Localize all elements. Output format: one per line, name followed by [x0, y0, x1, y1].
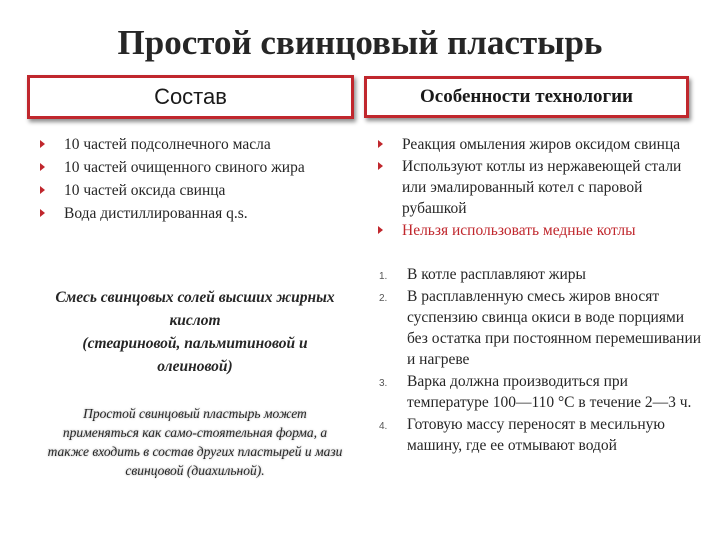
arrow-bullet-icon	[40, 140, 45, 148]
list-item	[64, 180, 344, 201]
usage-note: Простой свинцовый пластырь может применяться как само-стоятельная форма, а также входить в состав других пластырей и мази свинцовой (диахильной).	[47, 406, 343, 478]
list-item	[402, 156, 702, 219]
arrow-bullet-icon	[40, 186, 45, 194]
step-number: 4.	[379, 421, 388, 432]
composition-header: Состав	[27, 75, 354, 119]
process-steps	[379, 264, 702, 457]
list-item-text: 10 частей очищенного свиного жира	[64, 159, 305, 176]
list-item	[402, 220, 702, 241]
lead-salts-description	[45, 286, 345, 378]
list-item-text: 10 частей оксида свинца	[64, 182, 226, 199]
technology-header: Особенности технологии	[364, 76, 689, 118]
slide-title: Простой свинцовый пластырь	[117, 23, 603, 62]
step-item	[379, 286, 702, 370]
technology-list	[402, 134, 702, 242]
arrow-bullet-icon	[40, 163, 45, 171]
list-item-text: Используют котлы из нержавеющей стали или эмалированный котел с паровой рубашкой	[402, 158, 682, 217]
list-item-text: Реакция омыления жиров оксидом свинца	[402, 136, 681, 153]
list-item	[64, 157, 344, 178]
list-item	[402, 134, 702, 155]
warning-text: Нельзя использовать медные котлы	[402, 222, 636, 239]
step-item	[379, 414, 702, 456]
step-number: 1.	[379, 271, 388, 282]
step-text: В расплавленную смесь жиров вносят суспензию свинца окиси в воде порциями без остатка при постоянном перемешивании и нагреве	[407, 288, 702, 368]
list-item-text: 10 частей подсолнечного масла	[64, 136, 271, 153]
step-number: 2.	[379, 293, 388, 304]
step-text: Варка должна производиться при температуре 100—110 °С в течение 2—3 ч.	[407, 373, 692, 411]
fatty-acids-line: (стеариновой, пальмитиновой и олеиновой)	[82, 335, 308, 375]
step-item	[379, 264, 702, 285]
list-item	[64, 203, 344, 224]
arrow-bullet-icon	[378, 140, 383, 148]
composition-list	[64, 134, 344, 226]
list-item	[64, 134, 344, 155]
step-text: Готовую массу переносят в месильную машину, где ее отмывают водой	[407, 416, 665, 454]
step-text: В котле расплавляют жиры	[407, 266, 586, 283]
list-item-text: Вода дистиллированная q.s.	[64, 205, 248, 222]
arrow-bullet-icon	[378, 226, 383, 234]
lead-salts-line: Смесь свинцовых солей высших жирных кислот	[55, 289, 335, 329]
arrow-bullet-icon	[40, 209, 45, 217]
arrow-bullet-icon	[378, 162, 383, 170]
step-item	[379, 371, 702, 413]
step-number: 3.	[379, 378, 388, 389]
